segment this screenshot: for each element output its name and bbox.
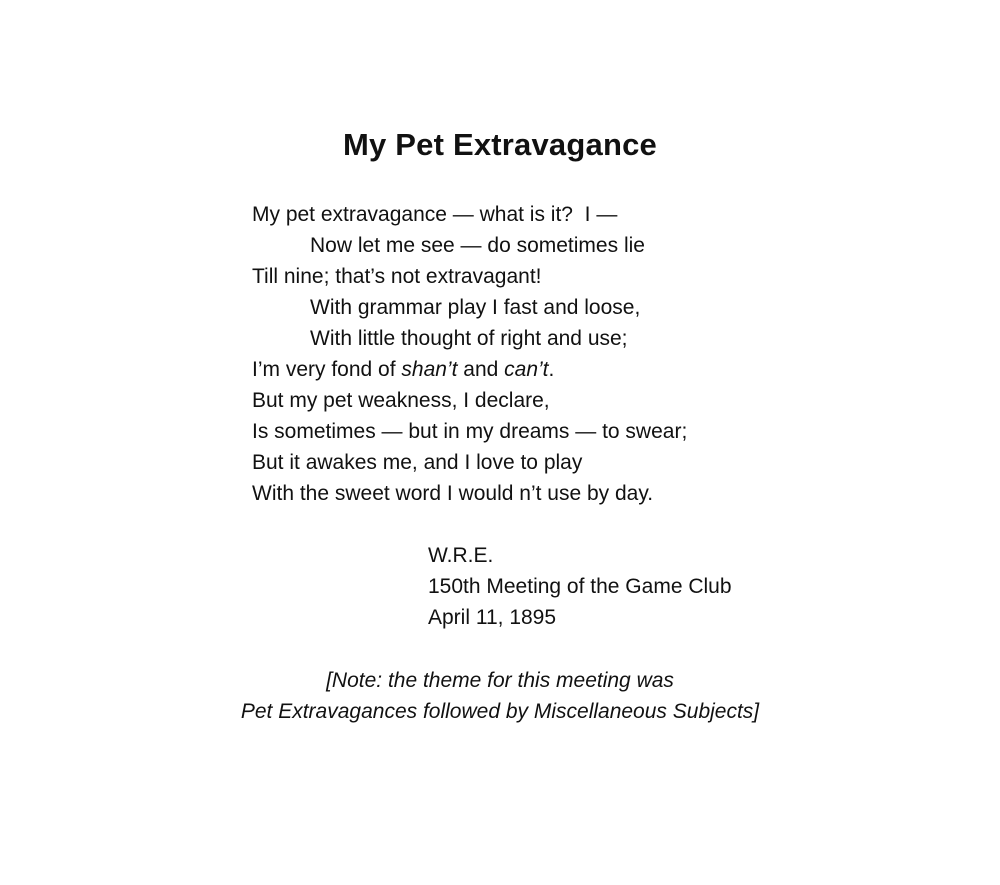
poem-line: But it awakes me, and I love to play	[252, 451, 583, 474]
poem-line-text: I’m very fond of	[252, 358, 402, 381]
editor-note	[0, 665, 1000, 727]
poem-line: With little thought of right and use;	[310, 327, 628, 350]
poem-line: Now let me see — do sometimes lie	[310, 234, 645, 257]
poem-line-text: and	[457, 358, 505, 381]
poem-line	[252, 354, 852, 385]
note-line: [Note: the theme for this meeting was	[326, 669, 674, 692]
poem-line: With the sweet word I would n’t use by day.	[252, 482, 654, 505]
poem-body	[252, 199, 852, 509]
poem-line: Is sometimes — but in my dreams — to swear;	[252, 420, 688, 443]
poem-line: But my pet weakness, I declare,	[252, 389, 550, 412]
meeting-date: April 11, 1895	[428, 606, 557, 629]
poem-line-text: .	[548, 358, 555, 381]
poem-line: With grammar play I fast and loose,	[310, 296, 641, 319]
poem-line-italic-word: shan’t	[401, 358, 458, 381]
meeting-name: 150th Meeting of the Game Club	[428, 575, 732, 598]
note-line: Pet Extravagances followed by Miscellaneous Subjects]	[240, 700, 760, 723]
poem-line: Till nine; that’s not extravagant!	[252, 265, 542, 288]
poem-title: My Pet Extravagance	[343, 127, 657, 162]
signature-block	[428, 540, 928, 633]
poem-line: My pet extravagance — what is it? I —	[252, 203, 618, 226]
author-initials: W.R.E.	[428, 544, 494, 567]
poem-line-italic-word: can’t	[504, 358, 549, 381]
